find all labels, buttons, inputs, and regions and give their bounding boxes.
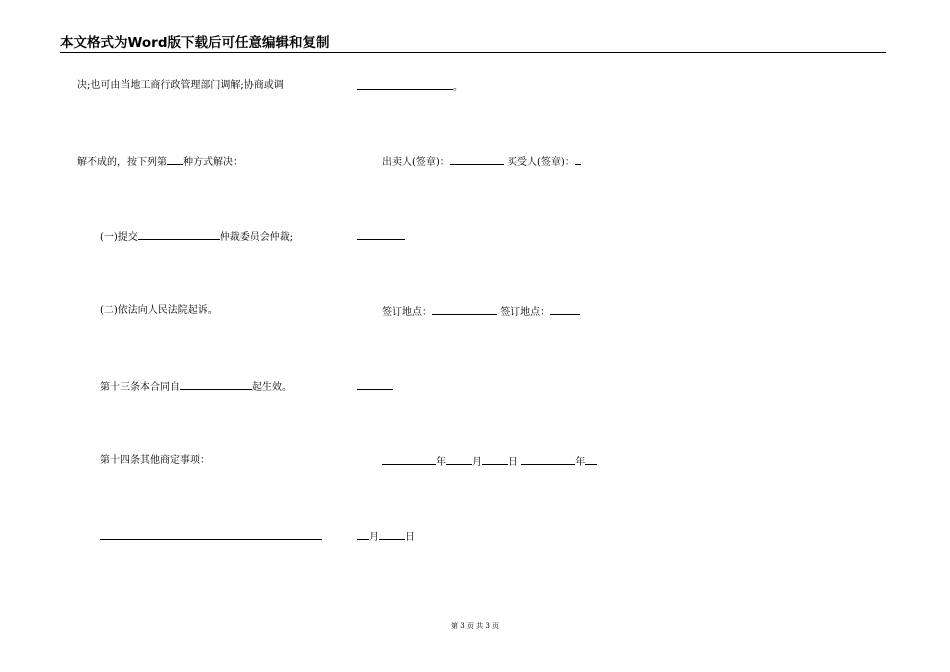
clause-text-part: (一)提交 xyxy=(100,232,138,243)
signing-place-line xyxy=(382,305,580,319)
article-13 xyxy=(100,380,292,394)
page-number: 第 3 页 共 3 页 xyxy=(450,622,500,630)
month-label-2: 月 xyxy=(369,532,379,543)
place-label-seller: 签订地点： xyxy=(382,307,432,318)
day-blank xyxy=(482,455,508,465)
place-label-buyer: 签订地点： xyxy=(500,307,551,318)
year-label: 年 xyxy=(436,457,446,468)
place-blank-buyer xyxy=(550,305,580,315)
fill-blank xyxy=(180,380,252,390)
clause-text-part: 仲裁委员会仲裁; xyxy=(219,232,294,243)
month-blank-2 xyxy=(585,455,597,465)
clause-text-part: 种方式解决： xyxy=(183,157,243,168)
year-blank xyxy=(382,455,436,465)
year-blank-2 xyxy=(521,455,575,465)
court-option: (二)依法向人民法院起诉。 xyxy=(100,305,218,316)
fill-blank xyxy=(357,230,405,240)
month-blank xyxy=(446,455,472,465)
signature-line xyxy=(382,155,581,169)
seller-signature-blank xyxy=(450,155,504,165)
fill-blank xyxy=(138,230,220,240)
year-label-2: 年 xyxy=(575,457,586,468)
month-blank-3 xyxy=(357,530,369,540)
seller-label: 出卖人(签章)： xyxy=(382,157,450,168)
buyer-signature-blank xyxy=(575,155,581,165)
fill-blank xyxy=(167,155,183,165)
arbitration-option xyxy=(100,230,293,244)
day-label-2: 日 xyxy=(405,532,415,543)
other-matters-line xyxy=(100,530,322,544)
document-header xyxy=(60,35,886,53)
day-blank-2 xyxy=(379,530,405,540)
date-line-2 xyxy=(357,530,415,544)
clause-text-part: 解不成的，按下列第 xyxy=(77,157,167,168)
fill-blank xyxy=(357,380,393,390)
period-mark: 。 xyxy=(453,82,463,93)
header-title: 本文格式为Word版下载后可任意编辑和复制 xyxy=(60,35,330,51)
clause-text-part: 起生效。 xyxy=(252,382,292,393)
fill-blank xyxy=(100,530,322,540)
day-label: 日 xyxy=(508,457,518,468)
clause-text-part: 第十三条本合同自 xyxy=(100,382,180,393)
month-label: 月 xyxy=(472,457,482,468)
fill-blank xyxy=(357,80,453,90)
right-line-1 xyxy=(357,80,463,94)
right-line-5 xyxy=(357,380,393,394)
right-line-3 xyxy=(357,230,405,244)
place-blank-seller xyxy=(432,305,497,315)
buyer-label: 买受人(签章)： xyxy=(507,157,575,168)
article-14: 第十四条其他商定事项： xyxy=(100,455,210,466)
date-line xyxy=(382,455,597,469)
clause-text-line-1: 决;也可由当地工商行政管理部门调解;协商或调 xyxy=(77,80,284,91)
clause-text-line-2 xyxy=(77,155,243,169)
